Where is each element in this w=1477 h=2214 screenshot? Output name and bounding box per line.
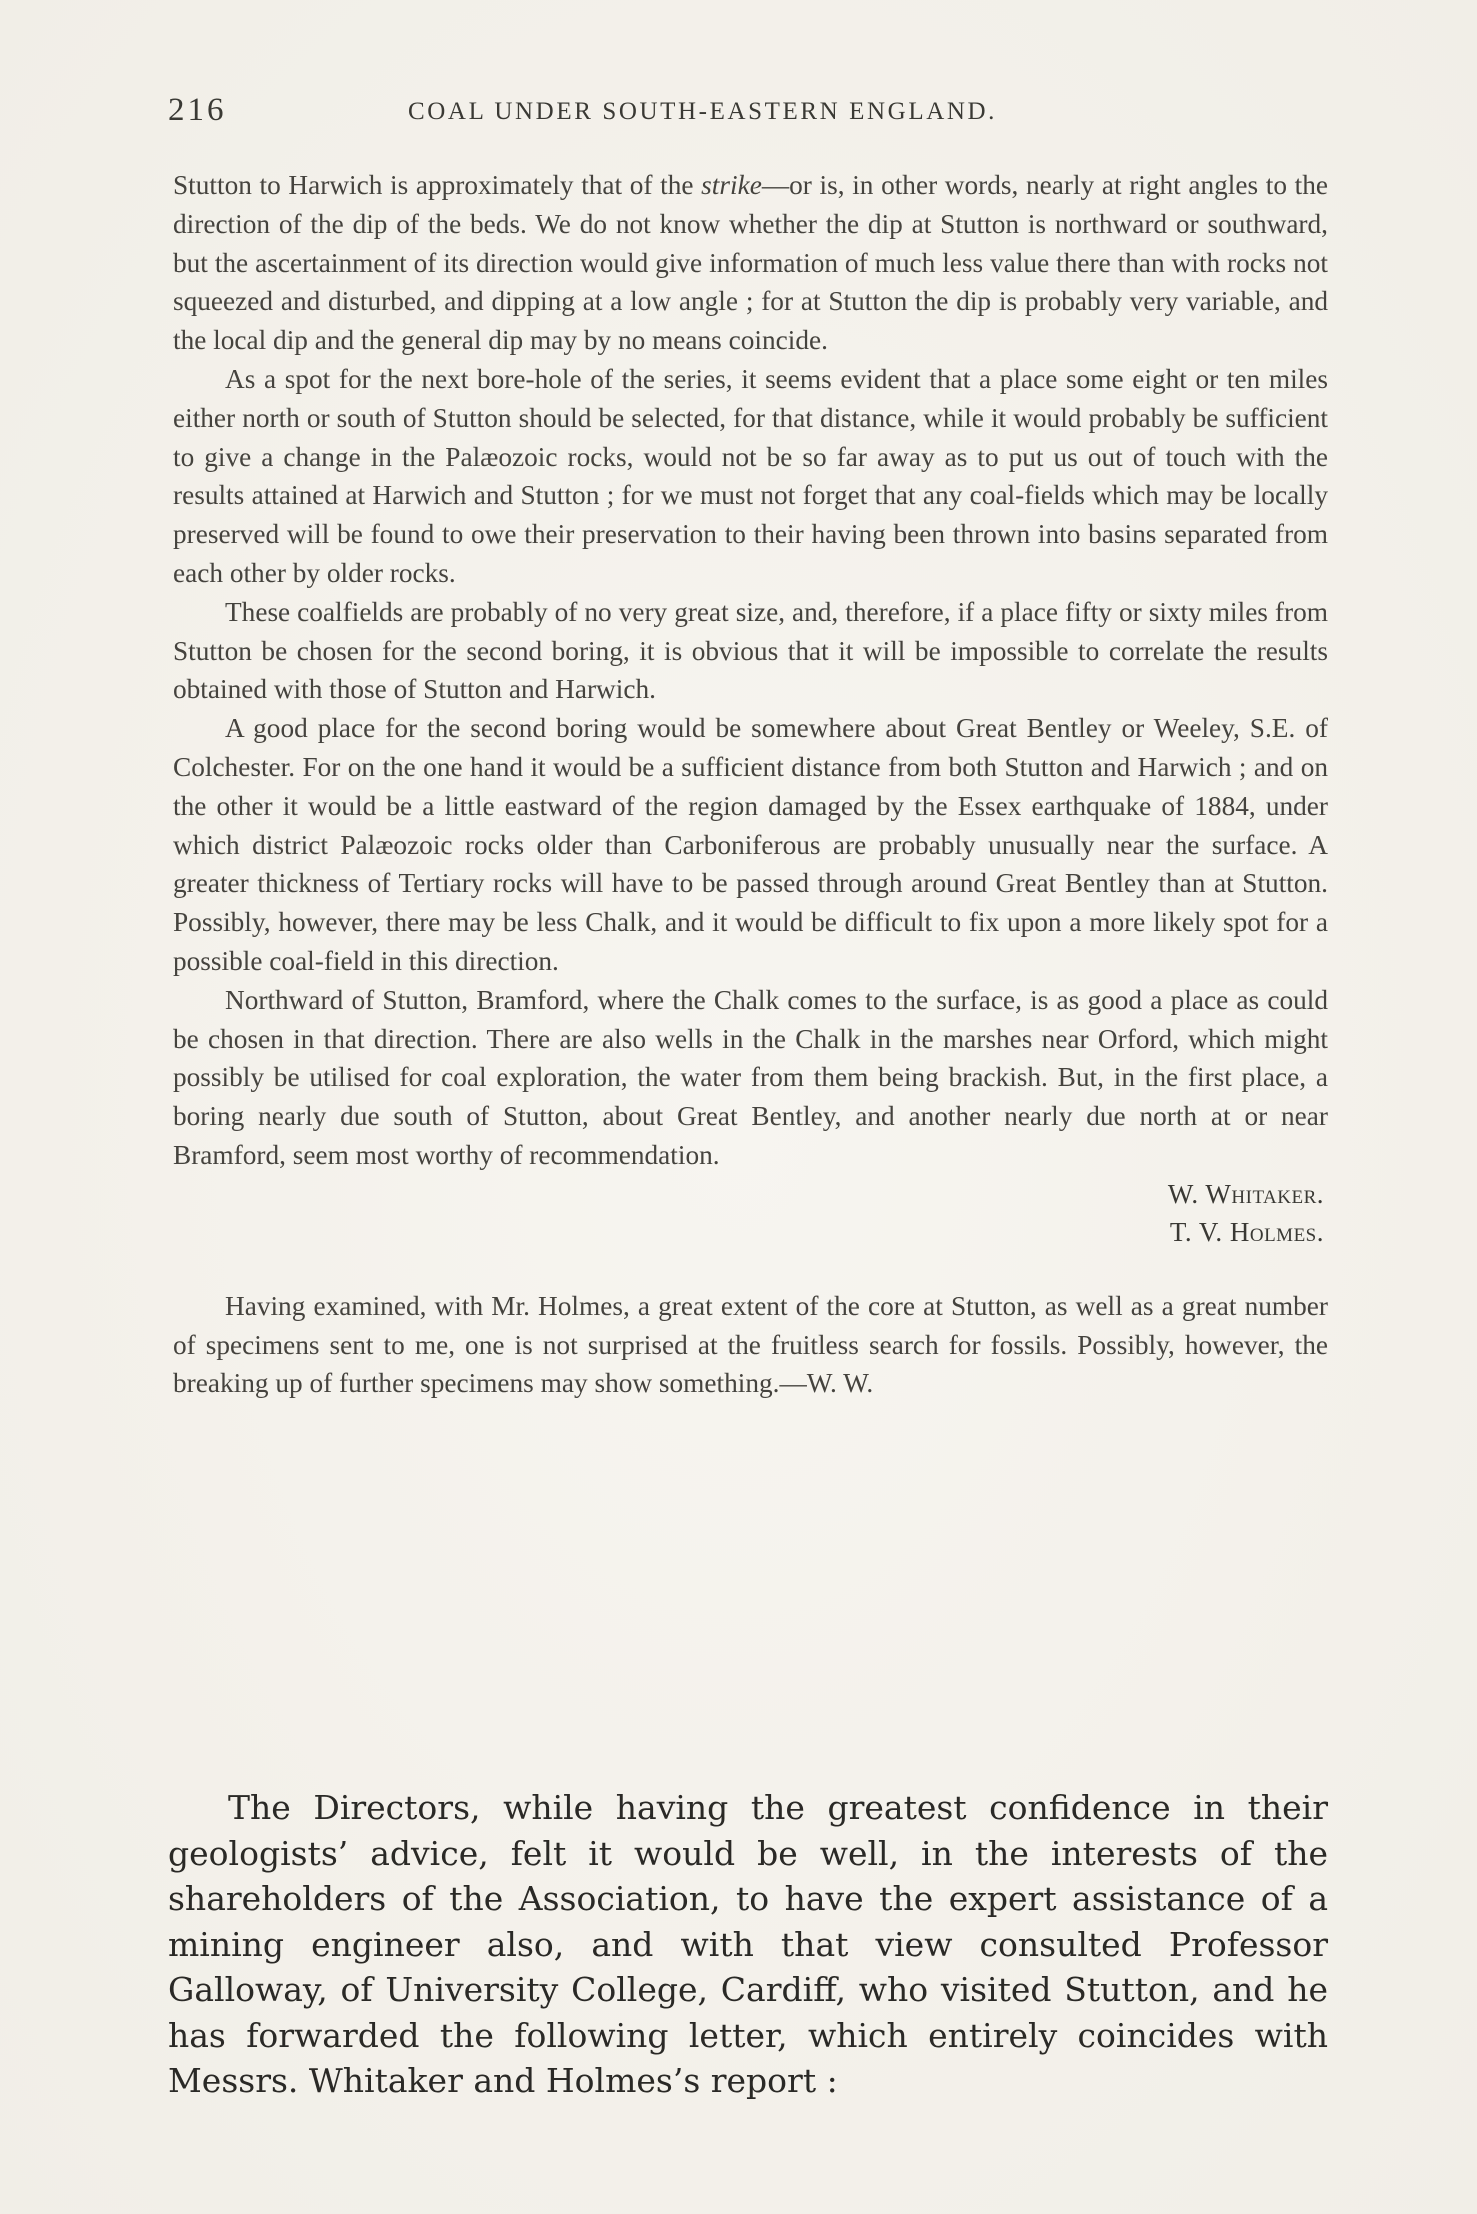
- report-text: [173, 166, 1328, 1403]
- paragraph-1-rest: —or is, in other words, nearly at right angles to the direction of the dip of the beds. We do not know whether the dip at Stutton is northward or southward, but the ascertainment of its direction would give information of much less value there than with rocks not squeezed and disturbed, and dipping at a low angle ; for at Stutton the dip is probably very variable, and the local dip and the general dip may by no means coincide.: [173, 170, 1329, 356]
- paragraph-1-start: Stutton to Harwich is approximately that of the: [173, 170, 702, 200]
- directors-paragraph: The Directors, while having the greatest confidence in their geologists’ advice, felt it would be well, in the interests of the shareholders of the Association, to have the expert assistance of a mining engineer also, and with that view consulted Professor Galloway, of University College, Cardiff, who visited Stutton, and he has forwarded the following letter, which entirely coincides with Messrs. Whitaker and Holmes’s report :: [168, 1788, 1328, 2100]
- page-number: 216: [168, 92, 227, 128]
- italic-term: strike: [701, 170, 762, 200]
- note-paragraph: Having examined, with Mr. Holmes, a great extent of the core at Stutton, as well as a great number of specimens sent to me, one is not surprised at the fruitless search for fossils. Possibly, however, the breaking up of further specimens may show something.—W. W.: [173, 1290, 1328, 1399]
- page-header: [168, 92, 1328, 132]
- paragraph-4: A good place for the second boring would be somewhere about Great Bentley or Weeley, S.E. of Colchester. For on the one hand it would be a sufficient distance from both Stutton and Harwich ; and on the other it would be a little eastward of the region damaged by the Essex earthquake of 1884, under which district Palæozoic rocks older than Carboniferous are probably unusually near the surface. A greater thickness of Tertiary rocks will have to be passed through around Great Bentley than at Stutton. Possibly, however, there may be less Chalk, and it would be difficult to fix upon a more likely spot for a possible coal-field in this direction.: [173, 713, 1328, 976]
- paragraph-3: These coalfields are probably of no very great size, and, therefore, if a place fifty or sixty miles from Stutton be chosen for the second boring, it is obvious that it will be impossible to correlate the results obtained with those of Stutton and Harwich.: [173, 596, 1328, 705]
- paragraph-1: [173, 166, 1328, 360]
- signature-block: [173, 1175, 1328, 1251]
- signature-whitaker: W. Whitaker.: [1167, 1178, 1324, 1209]
- paragraph-2: As a spot for the next bore-hole of the series, it seems evident that a place some eight or ten miles either north or south of Stutton should be selected, for that distance, while it would probably be sufficient to give a change in the Palæozoic rocks, would not be so far away as to put us out of touch with the results attained at Harwich and Stutton ; for we must not forget that any coal-fields which may be locally preserved will be found to owe their preservation to their having been thrown into basins separated from each other by older rocks.: [173, 363, 1328, 588]
- paragraph-5: Northward of Stutton, Bramford, where the Chalk comes to the surface, is as good a place as could be chosen in that direction. There are also wells in the Chalk in the marshes near Orford, which might possibly be utilised for coal exploration, the water from them being brackish. But, in the first place, a boring nearly due south of Stutton, about Great Bentley, and another nearly due north at or near Bramford, seem most worthy of recommendation.: [173, 984, 1328, 1170]
- signature-holmes: T. V. Holmes.: [1169, 1216, 1324, 1247]
- running-head: COAL UNDER SOUTH-EASTERN ENGLAND.: [408, 98, 998, 125]
